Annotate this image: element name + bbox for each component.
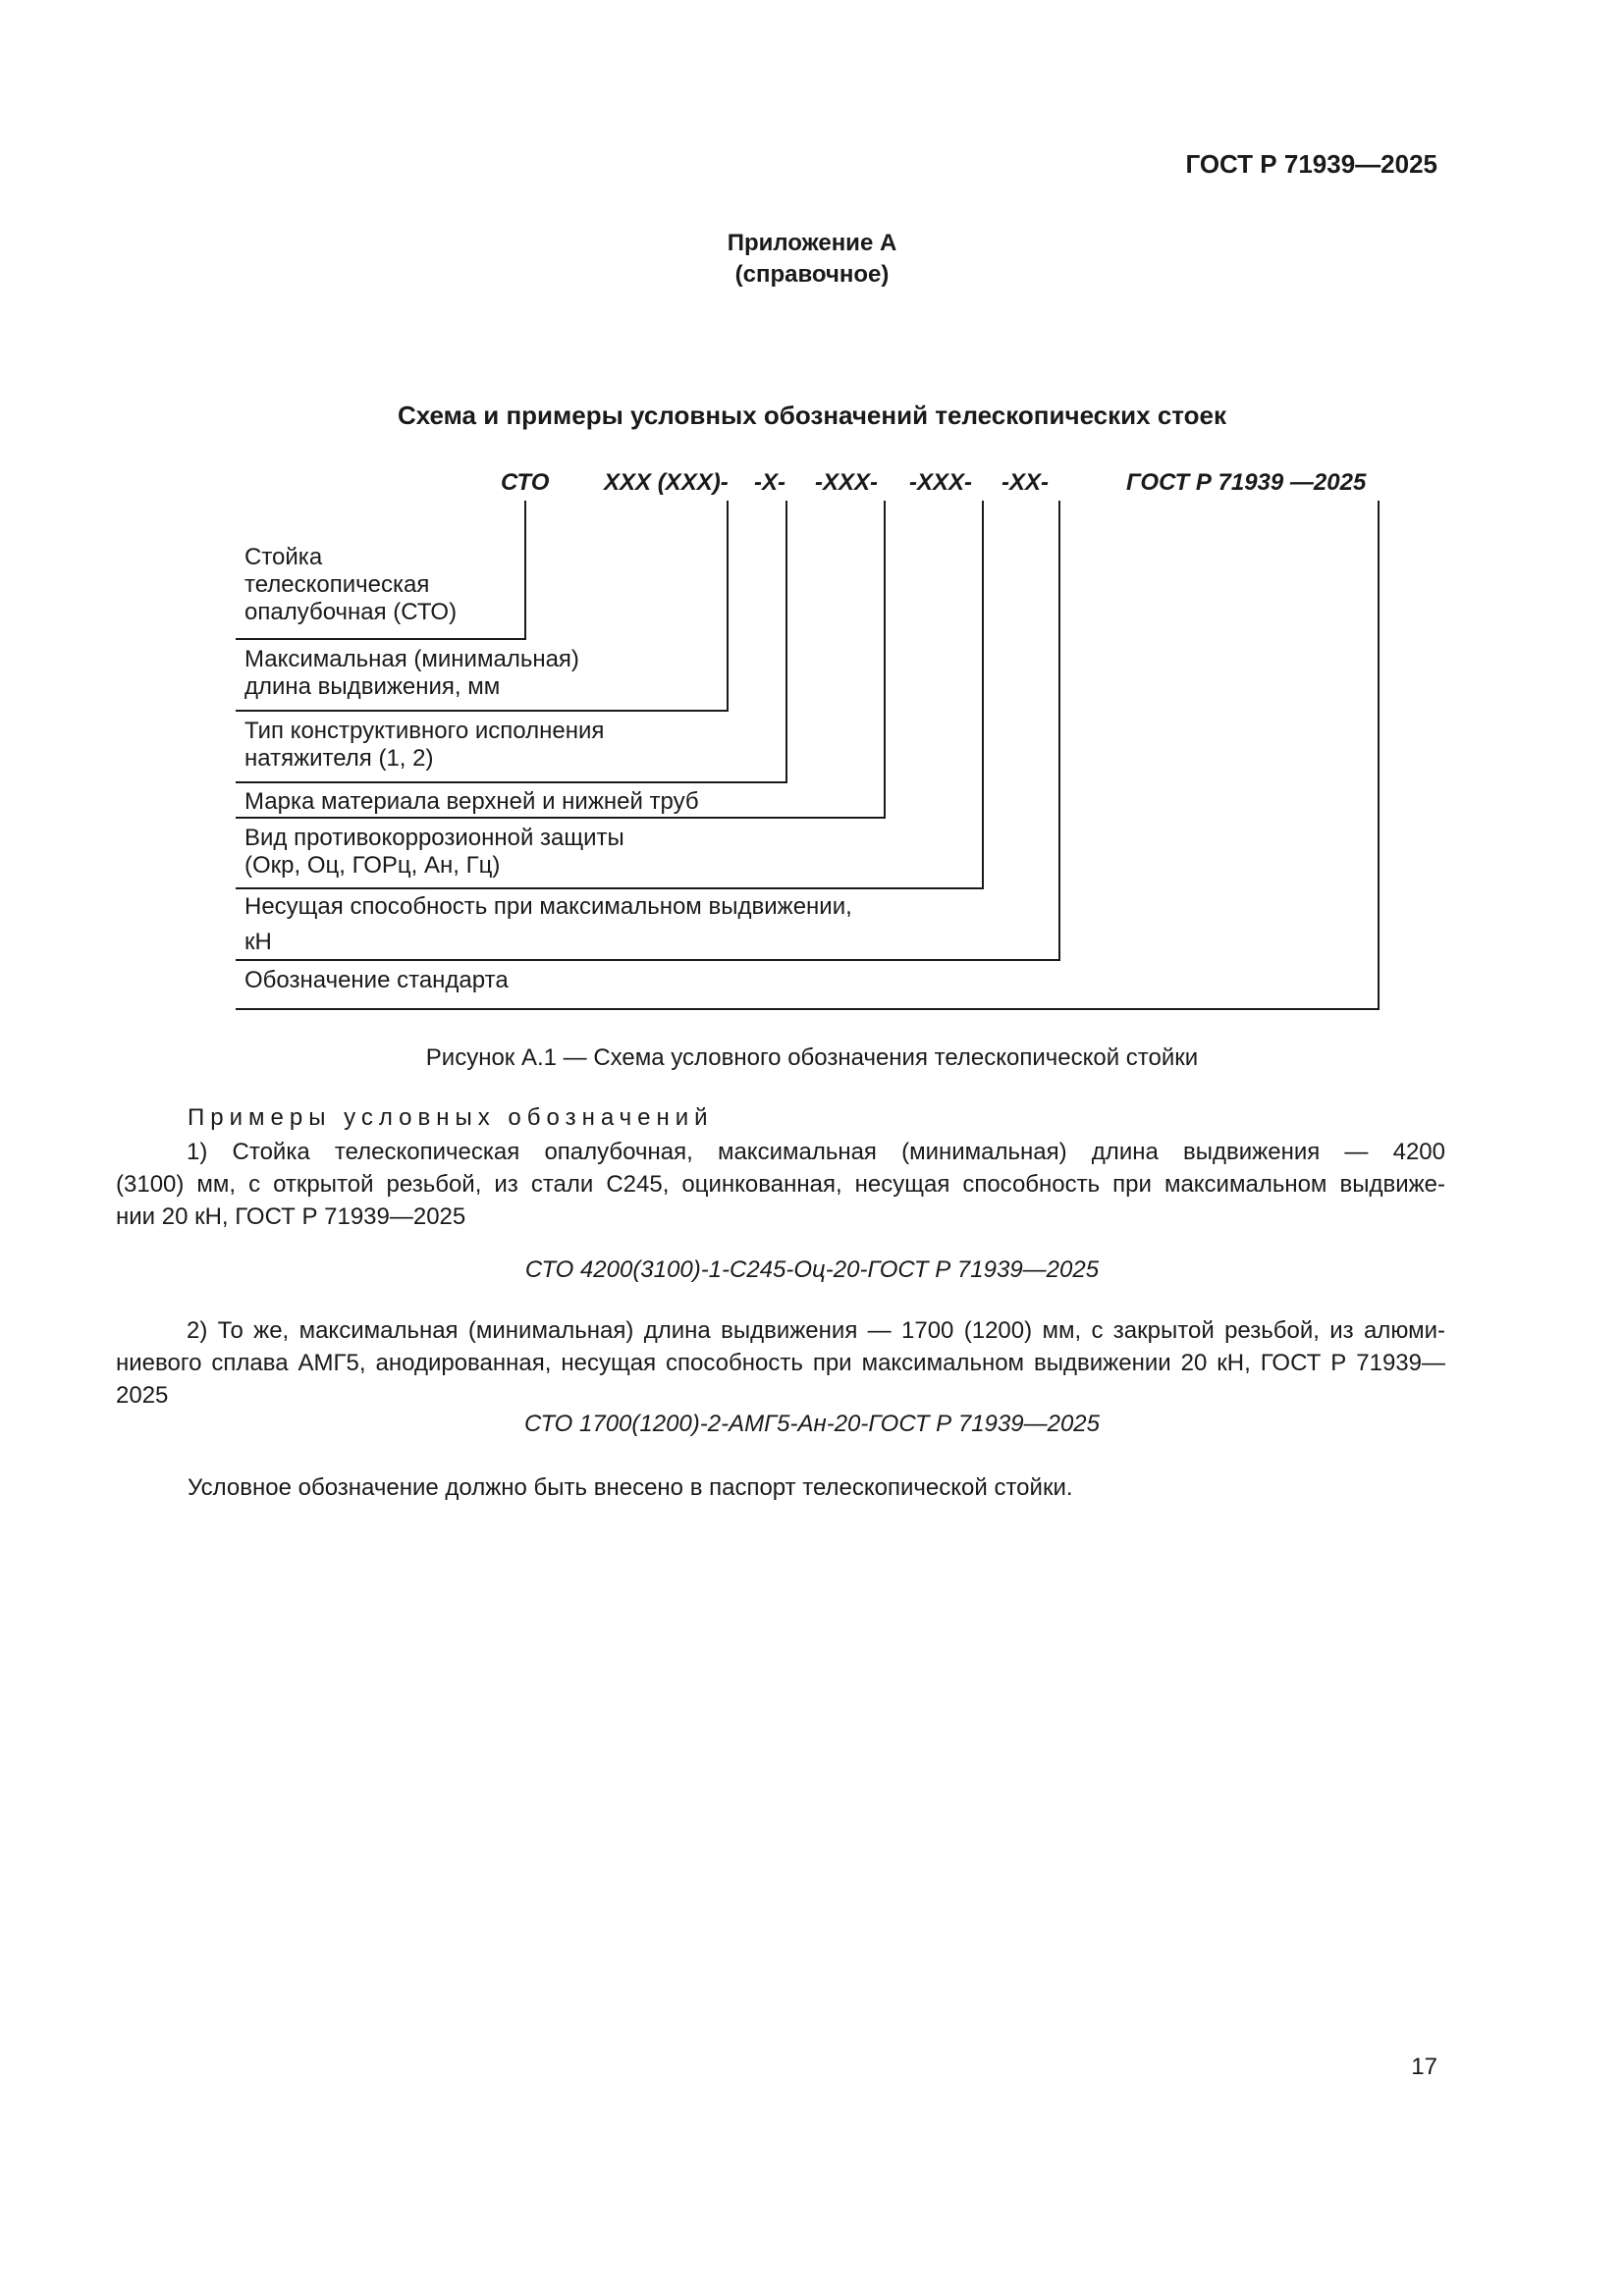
example-2-designation: СТО 1700(1200)-2-АМГ5-Ан-20-ГОСТ Р 71939—2025 — [524, 1411, 1100, 1437]
separator-line-capacity — [236, 959, 1060, 961]
row-label-type: Тип конструктивного исполнения натяжителя (1, 2) — [244, 718, 605, 772]
example-1-text: 1) Стойка телескопическая опалубочная, максимальная (минимальная) длина выдвижения — 4200 (3100) мм, с открытой резьбой, из стали С245, оцинкованная, несущая способность при максимальном выдвиже- нии 20 кН, ГОСТ Р 71939—2025 — [116, 1139, 1445, 1230]
leader-line-capacity — [1058, 501, 1060, 961]
leader-line-length — [727, 501, 729, 712]
leader-line-material — [884, 501, 886, 819]
scheme-title: Схема и примеры условных обозначений телескопических стоек — [397, 400, 1227, 430]
code-sto: СТО — [501, 469, 550, 496]
row-label-capacity: Несущая способность при максимальном выдвижении, кН — [244, 893, 852, 955]
row-label-protection: Вид противокоррозионной защиты (Окр, Оц, ГОРц, Ан, Гц) — [244, 825, 624, 879]
leader-line-sto — [524, 501, 526, 640]
separator-line-type — [236, 781, 787, 783]
figure-caption: Рисунок А.1 — Схема условного обозначения телескопической стойки — [425, 1044, 1199, 1071]
row-label-material: Марка материала верхней и нижней труб — [244, 788, 699, 815]
example-1-designation: СТО 4200(3100)-1-С245-Оц-20-ГОСТ Р 71939—2025 — [524, 1256, 1100, 1283]
code-length: ХХХ (ХХХ)- — [604, 469, 729, 496]
code-standard: ГОСТ Р 71939 —2025 — [1126, 469, 1367, 496]
code-protection: -ХХХ- — [909, 469, 973, 496]
examples-heading: Примеры условных обозначений — [188, 1104, 714, 1131]
leader-line-standard — [1378, 501, 1380, 1010]
leader-line-protection — [982, 501, 984, 889]
separator-line-sto — [236, 638, 526, 640]
page-number: 17 — [1411, 2054, 1437, 2080]
separator-line-standard — [236, 1008, 1380, 1010]
appendix-title: Приложение А — [727, 230, 897, 256]
designation-note: Условное обозначение должно быть внесено в паспорт телескопической стойки. — [188, 1474, 1073, 1501]
separator-line-protection — [236, 887, 984, 889]
code-type: -Х- — [754, 469, 785, 496]
row-label-sto: Стойка телескопическая опалубочная (СТО) — [244, 544, 458, 625]
document-number: ГОСТ Р 71939—2025 — [1185, 149, 1437, 179]
code-material: -ХХХ- — [815, 469, 879, 496]
row-label-length: Максимальная (минимальная) длина выдвижения, мм — [244, 646, 579, 700]
appendix-subtitle: (справочное) — [734, 261, 890, 288]
row-label-standard: Обозначение стандарта — [244, 967, 509, 993]
leader-line-type — [785, 501, 787, 783]
code-capacity: -ХХ- — [1001, 469, 1049, 496]
example-2-text: 2) То же, максимальная (минимальная) длина выдвижения — 1700 (1200) мм, с закрытой резьбой, из алюми- ниевого сплава АМГ5, анодированная, несущая способность при максимальном выдвижении 20 кН, ГОСТ Р 71939— 2025 — [116, 1317, 1445, 1409]
separator-line-length — [236, 710, 729, 712]
separator-line-material — [236, 817, 886, 819]
